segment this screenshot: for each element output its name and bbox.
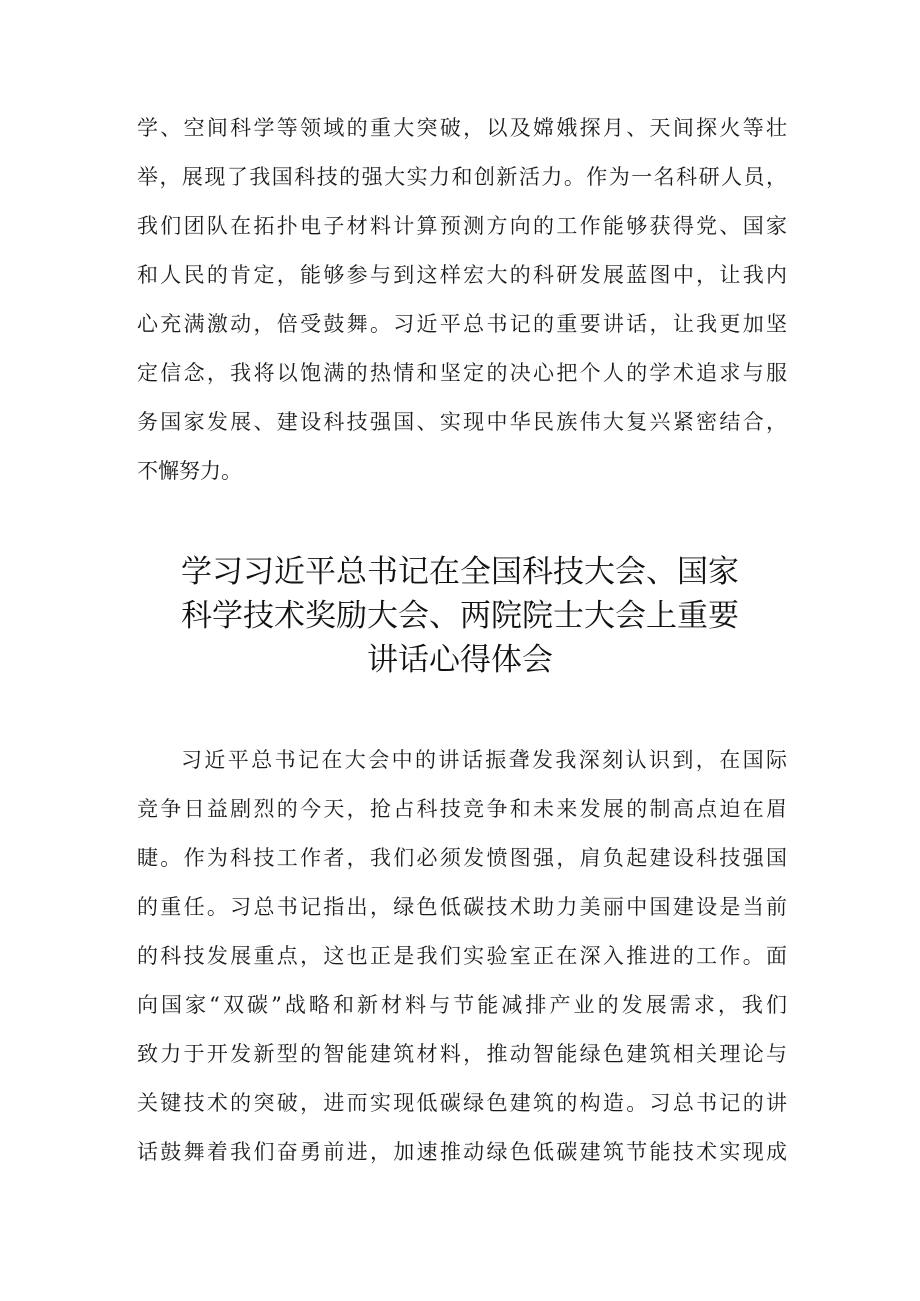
text-line: 的重任。习总书记指出，绿色低碳技术助力美丽中国建设是当前	[137, 895, 787, 919]
text-line: 和人民的肯定，能够参与到这样宏大的科研发展蓝图中，让我内	[137, 263, 787, 287]
title-line: 学习习近平总书记在全国科技大会、国家	[181, 554, 739, 590]
text-line: 不懈努力。	[137, 459, 242, 483]
text-line: 定信念，我将以饱满的热情和坚定的决心把个人的学术追求与服	[137, 361, 787, 385]
article-title	[100, 550, 820, 682]
title-line: 科学技术奖励大会、两院院士大会上重要	[181, 598, 739, 634]
text-line: 话鼓舞着我们奋勇前进，加速推动绿色低碳建筑节能技术实现成	[137, 1140, 787, 1164]
text-line: 的科技发展重点，这也正是我们实验室正在深入推进的工作。面	[137, 944, 787, 968]
text-line: 学、空间科学等领域的重大突破，以及嫦娥探月、天间探火等壮	[137, 116, 787, 140]
text-line: 关键技术的突破，进而实现低碳绿色建筑的构造。习总书记的讲	[137, 1091, 787, 1115]
text-line: 心充满激动，倍受鼓舞。习近平总书记的重要讲话，让我更加坚	[137, 312, 787, 336]
title-line: 讲话心得体会	[367, 642, 553, 678]
text-line: 举，展现了我国科技的强大实力和创新活力。作为一名科研人员，	[137, 165, 787, 189]
text-line: 向国家“双碳”战略和新材料与节能减排产业的发展需求，我们	[137, 993, 787, 1017]
text-line: 致力于开发新型的智能建筑材料，推动智能绿色建筑相关理论与	[137, 1042, 787, 1066]
text-line: 习近平总书记在大会中的讲话振聋发我深刻认识到，在国际	[181, 748, 787, 772]
text-line: 竞争日益剧烈的今天，抢占科技竞争和未来发展的制高点迫在眉	[137, 797, 787, 821]
body-paragraph	[137, 104, 787, 496]
text-line: 我们团队在拓扑电子材料计算预测方向的工作能够获得党、国家	[137, 214, 787, 238]
text-line: 睫。作为科技工作者，我们必须发愤图强，肩负起建设科技强国	[137, 846, 787, 870]
text-line: 务国家发展、建设科技强国、实现中华民族伟大复兴紧密结合，	[137, 410, 787, 434]
body-paragraph	[137, 736, 787, 1177]
